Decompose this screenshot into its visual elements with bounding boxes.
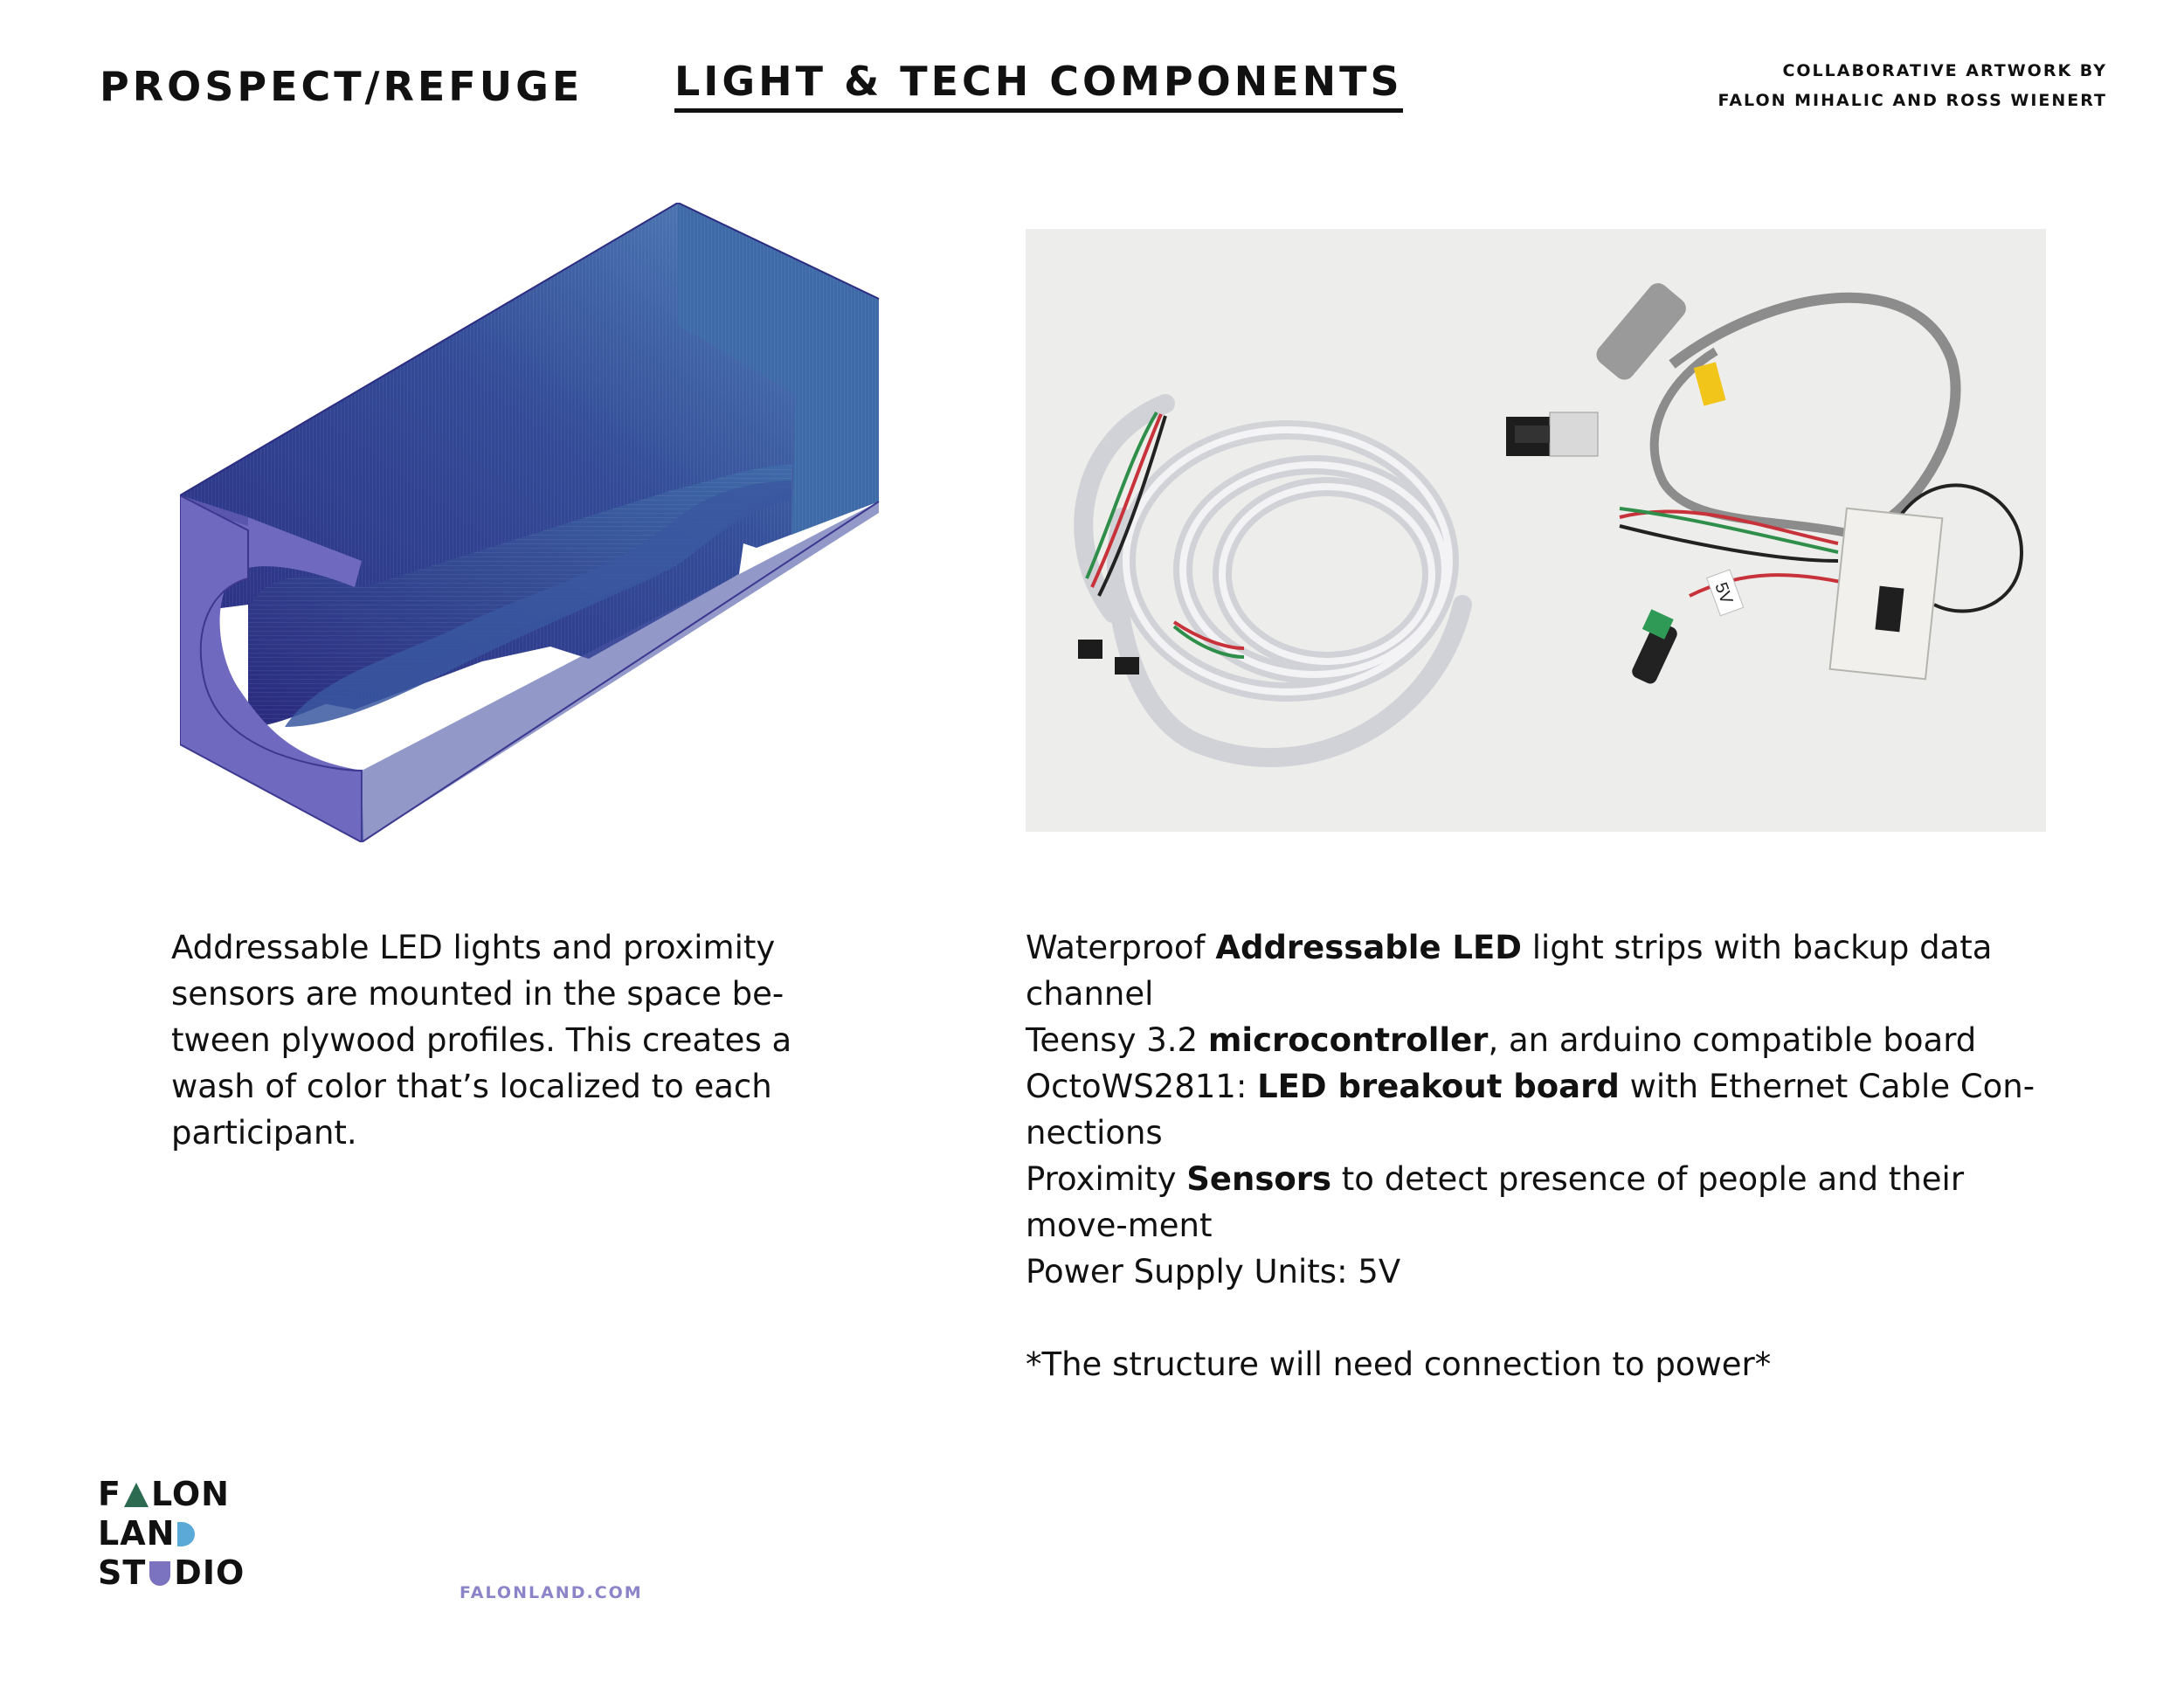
breakout-board: [1506, 412, 1598, 456]
logo-row-3: ST DIO: [98, 1553, 245, 1592]
component-list: [1026, 924, 2039, 1387]
spacer: [1026, 1295, 2039, 1341]
credit-block: [1718, 56, 2107, 115]
photo-5v-label: 5V: [1711, 579, 1737, 607]
component-item: OctoWS2811: LED breakout board with Ethernet Cable Con-nections: [1026, 1068, 2035, 1152]
website-link[interactable]: FALONLAND.COM: [460, 1583, 643, 1602]
components-photo: [1026, 229, 2046, 832]
component-item: Teensy 3.2 microcontroller, an arduino compatible board: [1026, 1021, 1977, 1059]
component-item: Waterproof Addressable LED light strips with backup data channel: [1026, 929, 1993, 1013]
sculpture-render-svg: [180, 203, 889, 842]
u-shape-mark-icon: [148, 1560, 172, 1587]
credit-line-1: COLLABORATIVE ARTWORK BY: [1782, 61, 2107, 80]
components-photo-svg: [1026, 229, 2046, 832]
power-note: *The structure will need connection to power*: [1026, 1346, 1772, 1383]
project-title: PROSPECT/REFUGE: [100, 63, 584, 110]
credit-line-2: FALON MIHALIC AND ROSS WIENERT: [1717, 91, 2107, 110]
studio-logo: [98, 1475, 245, 1593]
half-circle-mark-icon: [176, 1521, 196, 1547]
section-title: LIGHT & TECH COMPONENTS: [674, 58, 1403, 113]
component-item: Proximity Sensors to detect presence of people and their move-ment: [1026, 1160, 1965, 1244]
left-description: [171, 924, 800, 1156]
breadboard: [1830, 508, 1943, 679]
logo-row-2: LAN: [98, 1514, 245, 1553]
left-description-text: Addressable LED lights and proximity sensors are mounted in the space be-tween plywood profiles. This creates a wash of color that’s localized to each participant.: [171, 929, 792, 1152]
component-item: Power Supply Units: 5V: [1026, 1253, 1401, 1290]
triangle-mark-icon: [123, 1482, 149, 1508]
sculpture-render-image: [180, 203, 889, 842]
logo-row-1: F LON: [98, 1475, 230, 1513]
